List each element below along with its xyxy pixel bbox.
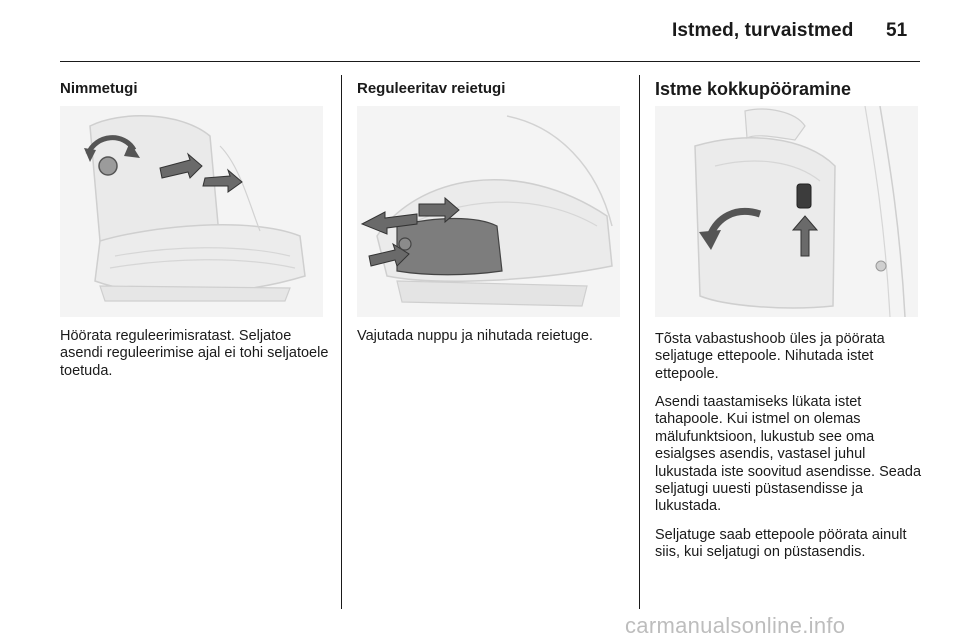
- section-heading-thigh-support: Reguleeritav reietugi: [357, 80, 506, 97]
- running-header-title: Istmed, turvaistmed: [672, 20, 854, 41]
- page-number: 51: [886, 20, 908, 41]
- section-heading-lumbar-support: Nimmetugi: [60, 80, 138, 97]
- lumbar-support-text: Höörata reguleerimisratast. Seljatoe asendi reguleerimise ajal ei tohi seljatoele toetuda.: [60, 328, 329, 379]
- header-rule: [60, 61, 920, 62]
- thigh-support-text: Vajutada nuppu ja nihutada reietuge.: [357, 328, 593, 344]
- seat-folding-text-1: Tõsta vabastushoob üles ja pöörata seljatuge ettepoole. Nihutada istet ettepoole.: [655, 331, 885, 382]
- column-divider-2: [639, 75, 640, 609]
- lumbar-support-illustration: [60, 106, 323, 317]
- seat-folding-text-3: Seljatuge saab ettepoole pöörata ainult siis, kui seljatugi on püstasendis.: [655, 527, 907, 561]
- section-heading-seat-folding: Istme kokkupööramine: [655, 79, 852, 99]
- thigh-support-illustration: [357, 106, 620, 317]
- seat-folding-illustration: [655, 106, 918, 317]
- watermark-text: carmanualsonline.info: [625, 613, 846, 638]
- seat-folding-text-2: Asendi taastamiseks lükata istet tahapoole. Kui istmel on olemas mälufunktsioon, lukustub see oma esialgses asendis, vastasel juhul lukustada iste soovitud asendisse. Seada seljatugi uuesti püstasendisse ja lukustada.: [655, 394, 922, 515]
- column-divider-1: [341, 75, 342, 609]
